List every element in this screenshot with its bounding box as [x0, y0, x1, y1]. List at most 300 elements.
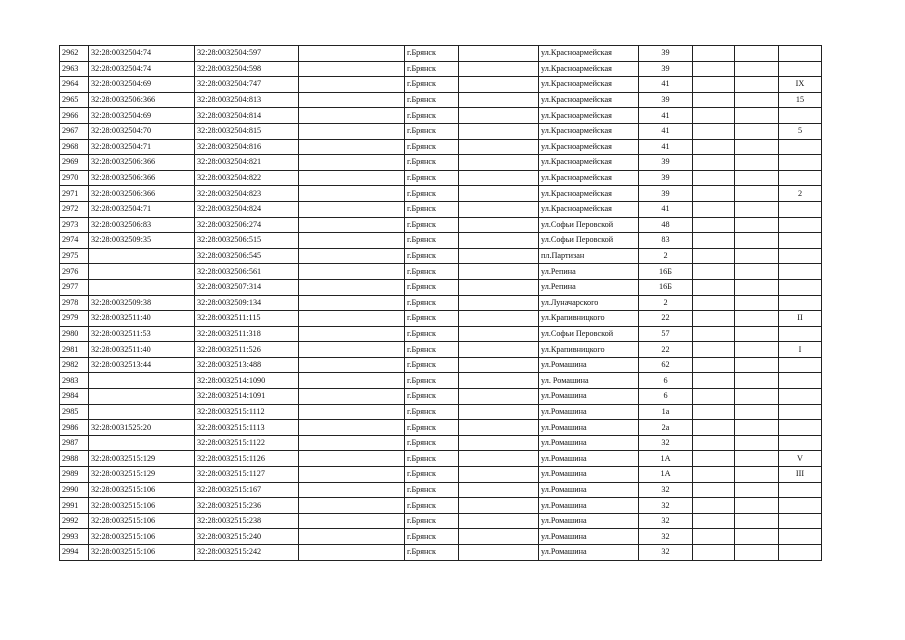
premises-number-cell: [779, 482, 822, 498]
table-row: [60, 248, 822, 264]
house-number-cell: 22: [639, 342, 693, 358]
blank-cell: [459, 373, 539, 389]
parcel-cadastral-number: 32:28:0032515:106: [89, 498, 195, 514]
object-cadastral-number: 32:28:0032504:747: [195, 77, 299, 93]
blank-cell: [299, 155, 405, 171]
city-cell: г.Брянск: [405, 357, 459, 373]
street-cell: ул.Ромашина: [539, 513, 639, 529]
parcel-cadastral-number: 32:28:0032506:83: [89, 217, 195, 233]
row-number: 2981: [60, 342, 89, 358]
premises-number-cell: 5: [779, 123, 822, 139]
row-number: 2985: [60, 404, 89, 420]
object-cadastral-number: 32:28:0032515:1126: [195, 451, 299, 467]
row-number: 2989: [60, 467, 89, 483]
parcel-cadastral-number: 32:28:0032511:53: [89, 326, 195, 342]
blank-cell: [459, 233, 539, 249]
blank-cell: [693, 155, 735, 171]
city-cell: г.Брянск: [405, 108, 459, 124]
blank-cell: [693, 139, 735, 155]
blank-cell: [693, 170, 735, 186]
blank-cell: [693, 373, 735, 389]
street-cell: ул.Ромашина: [539, 545, 639, 561]
blank-cell: [693, 451, 735, 467]
premises-number-cell: [779, 513, 822, 529]
blank-cell: [693, 513, 735, 529]
blank-cell: [459, 201, 539, 217]
premises-number-cell: [779, 233, 822, 249]
object-cadastral-number: 32:28:0032515:240: [195, 529, 299, 545]
parcel-cadastral-number: [89, 435, 195, 451]
blank-cell: [459, 46, 539, 62]
blank-cell: [299, 217, 405, 233]
object-cadastral-number: 32:28:0032511:318: [195, 326, 299, 342]
blank-cell: [459, 123, 539, 139]
blank-cell: [299, 420, 405, 436]
parcel-cadastral-number: 32:28:0032506:366: [89, 170, 195, 186]
table-row: [60, 404, 822, 420]
premises-number-cell: [779, 435, 822, 451]
blank-cell: [299, 233, 405, 249]
blank-cell: [735, 77, 779, 93]
street-cell: ул.Софьи Перовской: [539, 326, 639, 342]
city-cell: г.Брянск: [405, 467, 459, 483]
blank-cell: [459, 404, 539, 420]
house-number-cell: 48: [639, 217, 693, 233]
object-cadastral-number: 32:28:0032506:274: [195, 217, 299, 233]
row-number: 2984: [60, 389, 89, 405]
street-cell: ул.Ромашина: [539, 498, 639, 514]
blank-cell: [459, 482, 539, 498]
blank-cell: [735, 357, 779, 373]
blank-cell: [693, 529, 735, 545]
table-row: [60, 139, 822, 155]
blank-cell: [459, 435, 539, 451]
object-cadastral-number: 32:28:0032504:824: [195, 201, 299, 217]
table-row: [60, 482, 822, 498]
object-cadastral-number: 32:28:0032504:816: [195, 139, 299, 155]
blank-cell: [459, 545, 539, 561]
city-cell: г.Брянск: [405, 139, 459, 155]
blank-cell: [735, 435, 779, 451]
blank-cell: [459, 264, 539, 280]
street-cell: ул.Красноармейская: [539, 77, 639, 93]
city-cell: г.Брянск: [405, 186, 459, 202]
blank-cell: [299, 186, 405, 202]
row-number: 2983: [60, 373, 89, 389]
premises-number-cell: [779, 217, 822, 233]
blank-cell: [299, 451, 405, 467]
city-cell: г.Брянск: [405, 46, 459, 62]
parcel-cadastral-number: 32:28:0032515:106: [89, 482, 195, 498]
street-cell: ул.Красноармейская: [539, 201, 639, 217]
city-cell: г.Брянск: [405, 498, 459, 514]
parcel-cadastral-number: [89, 373, 195, 389]
blank-cell: [693, 92, 735, 108]
house-number-cell: 32: [639, 513, 693, 529]
blank-cell: [735, 155, 779, 171]
object-cadastral-number: 32:28:0032514:1091: [195, 389, 299, 405]
city-cell: г.Брянск: [405, 217, 459, 233]
premises-number-cell: [779, 279, 822, 295]
blank-cell: [299, 373, 405, 389]
blank-cell: [735, 545, 779, 561]
blank-cell: [459, 357, 539, 373]
table-row: [60, 264, 822, 280]
city-cell: г.Брянск: [405, 451, 459, 467]
street-cell: ул.Ромашина: [539, 451, 639, 467]
street-cell: ул.Ромашина: [539, 435, 639, 451]
city-cell: г.Брянск: [405, 295, 459, 311]
blank-cell: [459, 92, 539, 108]
row-number: 2964: [60, 77, 89, 93]
city-cell: г.Брянск: [405, 311, 459, 327]
street-cell: пл.Партизан: [539, 248, 639, 264]
premises-number-cell: 2: [779, 186, 822, 202]
house-number-cell: 39: [639, 61, 693, 77]
blank-cell: [735, 373, 779, 389]
street-cell: ул.Ромашина: [539, 404, 639, 420]
object-cadastral-number: 32:28:0032504:815: [195, 123, 299, 139]
street-cell: ул.Красноармейская: [539, 108, 639, 124]
premises-number-cell: [779, 420, 822, 436]
city-cell: г.Брянск: [405, 264, 459, 280]
blank-cell: [735, 311, 779, 327]
street-cell: ул. Ромашина: [539, 373, 639, 389]
blank-cell: [735, 248, 779, 264]
street-cell: ул.Красноармейская: [539, 92, 639, 108]
street-cell: ул.Ромашина: [539, 467, 639, 483]
city-cell: г.Брянск: [405, 170, 459, 186]
blank-cell: [459, 248, 539, 264]
blank-cell: [735, 170, 779, 186]
row-number: 2968: [60, 139, 89, 155]
street-cell: ул.Луначарского: [539, 295, 639, 311]
blank-cell: [735, 389, 779, 405]
house-number-cell: 1А: [639, 451, 693, 467]
table-row: [60, 217, 822, 233]
blank-cell: [693, 77, 735, 93]
table-row: [60, 467, 822, 483]
parcel-cadastral-number: [89, 248, 195, 264]
table-row: [60, 46, 822, 62]
row-number: 2975: [60, 248, 89, 264]
blank-cell: [693, 482, 735, 498]
parcel-cadastral-number: 32:28:0032509:38: [89, 295, 195, 311]
blank-cell: [735, 342, 779, 358]
street-cell: ул.Красноармейская: [539, 186, 639, 202]
blank-cell: [299, 92, 405, 108]
blank-cell: [299, 529, 405, 545]
row-number: 2969: [60, 155, 89, 171]
table-row: [60, 155, 822, 171]
blank-cell: [735, 233, 779, 249]
street-cell: ул.Ромашина: [539, 420, 639, 436]
city-cell: г.Брянск: [405, 373, 459, 389]
city-cell: г.Брянск: [405, 482, 459, 498]
table-row: [60, 326, 822, 342]
house-number-cell: 1а: [639, 404, 693, 420]
blank-cell: [693, 201, 735, 217]
blank-cell: [299, 77, 405, 93]
street-cell: ул.Софьи Перовской: [539, 233, 639, 249]
parcel-cadastral-number: 32:28:0032506:366: [89, 155, 195, 171]
row-number: 2987: [60, 435, 89, 451]
blank-cell: [299, 295, 405, 311]
row-number: 2963: [60, 61, 89, 77]
house-number-cell: 2: [639, 248, 693, 264]
table-row: [60, 342, 822, 358]
blank-cell: [693, 311, 735, 327]
premises-number-cell: [779, 389, 822, 405]
table-row: [60, 389, 822, 405]
object-cadastral-number: 32:28:0032511:115: [195, 311, 299, 327]
street-cell: ул.Ромашина: [539, 389, 639, 405]
blank-cell: [693, 404, 735, 420]
street-cell: ул.Софьи Перовской: [539, 217, 639, 233]
blank-cell: [735, 467, 779, 483]
table-row: [60, 435, 822, 451]
blank-cell: [735, 264, 779, 280]
parcel-cadastral-number: 32:28:0032515:129: [89, 451, 195, 467]
object-cadastral-number: 32:28:0032515:236: [195, 498, 299, 514]
object-cadastral-number: 32:28:0032504:814: [195, 108, 299, 124]
table-row: [60, 498, 822, 514]
parcel-cadastral-number: 32:28:0032504:74: [89, 46, 195, 62]
table-row: [60, 170, 822, 186]
row-number: 2990: [60, 482, 89, 498]
blank-cell: [735, 186, 779, 202]
table-row: [60, 233, 822, 249]
street-cell: ул.Ромашина: [539, 482, 639, 498]
blank-cell: [459, 295, 539, 311]
premises-number-cell: 15: [779, 92, 822, 108]
street-cell: ул.Репина: [539, 264, 639, 280]
house-number-cell: 6: [639, 389, 693, 405]
table-row: [60, 357, 822, 373]
blank-cell: [459, 170, 539, 186]
blank-cell: [735, 217, 779, 233]
premises-number-cell: [779, 170, 822, 186]
blank-cell: [459, 451, 539, 467]
blank-cell: [693, 123, 735, 139]
blank-cell: [693, 295, 735, 311]
house-number-cell: 57: [639, 326, 693, 342]
object-cadastral-number: 32:28:0032515:167: [195, 482, 299, 498]
blank-cell: [693, 108, 735, 124]
object-cadastral-number: 32:28:0032504:822: [195, 170, 299, 186]
blank-cell: [459, 326, 539, 342]
premises-number-cell: I: [779, 342, 822, 358]
house-number-cell: 2а: [639, 420, 693, 436]
blank-cell: [693, 467, 735, 483]
parcel-cadastral-number: 32:28:0032504:71: [89, 201, 195, 217]
blank-cell: [735, 420, 779, 436]
table-row: [60, 420, 822, 436]
blank-cell: [299, 279, 405, 295]
blank-cell: [299, 201, 405, 217]
blank-cell: [459, 420, 539, 436]
blank-cell: [459, 342, 539, 358]
house-number-cell: 39: [639, 46, 693, 62]
blank-cell: [693, 342, 735, 358]
street-cell: ул.Ромашина: [539, 357, 639, 373]
city-cell: г.Брянск: [405, 389, 459, 405]
blank-cell: [735, 295, 779, 311]
row-number: 2971: [60, 186, 89, 202]
city-cell: г.Брянск: [405, 61, 459, 77]
object-cadastral-number: 32:28:0032515:242: [195, 545, 299, 561]
street-cell: ул.Красноармейская: [539, 123, 639, 139]
blank-cell: [299, 545, 405, 561]
row-number: 2972: [60, 201, 89, 217]
object-cadastral-number: 32:28:0032515:1113: [195, 420, 299, 436]
object-cadastral-number: 32:28:0032509:134: [195, 295, 299, 311]
table-row: [60, 513, 822, 529]
blank-cell: [299, 357, 405, 373]
blank-cell: [459, 498, 539, 514]
city-cell: г.Брянск: [405, 233, 459, 249]
row-number: 2979: [60, 311, 89, 327]
table-body: [60, 46, 822, 561]
premises-number-cell: [779, 46, 822, 62]
blank-cell: [693, 279, 735, 295]
city-cell: г.Брянск: [405, 342, 459, 358]
parcel-cadastral-number: 32:28:0031525:20: [89, 420, 195, 436]
blank-cell: [693, 264, 735, 280]
parcel-cadastral-number: [89, 264, 195, 280]
blank-cell: [735, 92, 779, 108]
blank-cell: [693, 498, 735, 514]
parcel-cadastral-number: 32:28:0032506:366: [89, 186, 195, 202]
blank-cell: [735, 326, 779, 342]
row-number: 2994: [60, 545, 89, 561]
street-cell: ул.Репина: [539, 279, 639, 295]
blank-cell: [693, 326, 735, 342]
blank-cell: [735, 404, 779, 420]
blank-cell: [299, 435, 405, 451]
table-row: [60, 529, 822, 545]
blank-cell: [693, 233, 735, 249]
premises-number-cell: [779, 357, 822, 373]
street-cell: ул.Красноармейская: [539, 61, 639, 77]
blank-cell: [735, 482, 779, 498]
house-number-cell: 32: [639, 482, 693, 498]
premises-number-cell: [779, 139, 822, 155]
object-cadastral-number: 32:28:0032511:526: [195, 342, 299, 358]
city-cell: г.Брянск: [405, 513, 459, 529]
street-cell: ул.Крапивницкого: [539, 342, 639, 358]
blank-cell: [299, 498, 405, 514]
blank-cell: [299, 170, 405, 186]
blank-cell: [299, 61, 405, 77]
house-number-cell: 32: [639, 435, 693, 451]
blank-cell: [299, 513, 405, 529]
blank-cell: [299, 139, 405, 155]
blank-cell: [459, 467, 539, 483]
object-cadastral-number: 32:28:0032504:821: [195, 155, 299, 171]
parcel-cadastral-number: [89, 279, 195, 295]
blank-cell: [299, 108, 405, 124]
house-number-cell: 32: [639, 498, 693, 514]
object-cadastral-number: 32:28:0032504:597: [195, 46, 299, 62]
house-number-cell: 39: [639, 92, 693, 108]
blank-cell: [459, 108, 539, 124]
blank-cell: [693, 217, 735, 233]
premises-number-cell: [779, 373, 822, 389]
parcel-cadastral-number: 32:28:0032515:106: [89, 513, 195, 529]
blank-cell: [299, 482, 405, 498]
blank-cell: [693, 435, 735, 451]
row-number: 2973: [60, 217, 89, 233]
row-number: 2967: [60, 123, 89, 139]
parcel-cadastral-number: 32:28:0032504:69: [89, 77, 195, 93]
premises-number-cell: [779, 295, 822, 311]
city-cell: г.Брянск: [405, 545, 459, 561]
table-row: [60, 373, 822, 389]
parcel-cadastral-number: 32:28:0032515:106: [89, 529, 195, 545]
table-row: [60, 279, 822, 295]
house-number-cell: 41: [639, 139, 693, 155]
city-cell: г.Брянск: [405, 279, 459, 295]
row-number: 2976: [60, 264, 89, 280]
parcel-cadastral-number: 32:28:0032506:366: [89, 92, 195, 108]
premises-number-cell: [779, 326, 822, 342]
parcel-cadastral-number: 32:28:0032509:35: [89, 233, 195, 249]
parcel-cadastral-number: [89, 404, 195, 420]
premises-number-cell: [779, 155, 822, 171]
parcel-cadastral-number: 32:28:0032515:106: [89, 545, 195, 561]
city-cell: г.Брянск: [405, 326, 459, 342]
object-cadastral-number: 32:28:0032515:1127: [195, 467, 299, 483]
blank-cell: [735, 139, 779, 155]
house-number-cell: 41: [639, 123, 693, 139]
row-number: 2970: [60, 170, 89, 186]
house-number-cell: 6: [639, 373, 693, 389]
city-cell: г.Брянск: [405, 201, 459, 217]
blank-cell: [299, 248, 405, 264]
blank-cell: [693, 186, 735, 202]
parcel-cadastral-number: 32:28:0032511:40: [89, 311, 195, 327]
premises-number-cell: [779, 264, 822, 280]
table-row: [60, 201, 822, 217]
premises-number-cell: [779, 108, 822, 124]
row-number: 2962: [60, 46, 89, 62]
premises-number-cell: V: [779, 451, 822, 467]
row-number: 2993: [60, 529, 89, 545]
blank-cell: [299, 123, 405, 139]
parcel-cadastral-number: 32:28:0032504:70: [89, 123, 195, 139]
blank-cell: [299, 326, 405, 342]
house-number-cell: 39: [639, 170, 693, 186]
object-cadastral-number: 32:28:0032514:1090: [195, 373, 299, 389]
parcel-cadastral-number: 32:28:0032513:44: [89, 357, 195, 373]
blank-cell: [693, 545, 735, 561]
city-cell: г.Брянск: [405, 155, 459, 171]
house-number-cell: 16Б: [639, 279, 693, 295]
blank-cell: [459, 217, 539, 233]
city-cell: г.Брянск: [405, 77, 459, 93]
blank-cell: [459, 513, 539, 529]
table-row: [60, 77, 822, 93]
parcel-cadastral-number: 32:28:0032504:74: [89, 61, 195, 77]
premises-number-cell: [779, 61, 822, 77]
premises-number-cell: [779, 545, 822, 561]
blank-cell: [693, 420, 735, 436]
blank-cell: [693, 357, 735, 373]
house-number-cell: 41: [639, 201, 693, 217]
table-row: [60, 451, 822, 467]
house-number-cell: 22: [639, 311, 693, 327]
